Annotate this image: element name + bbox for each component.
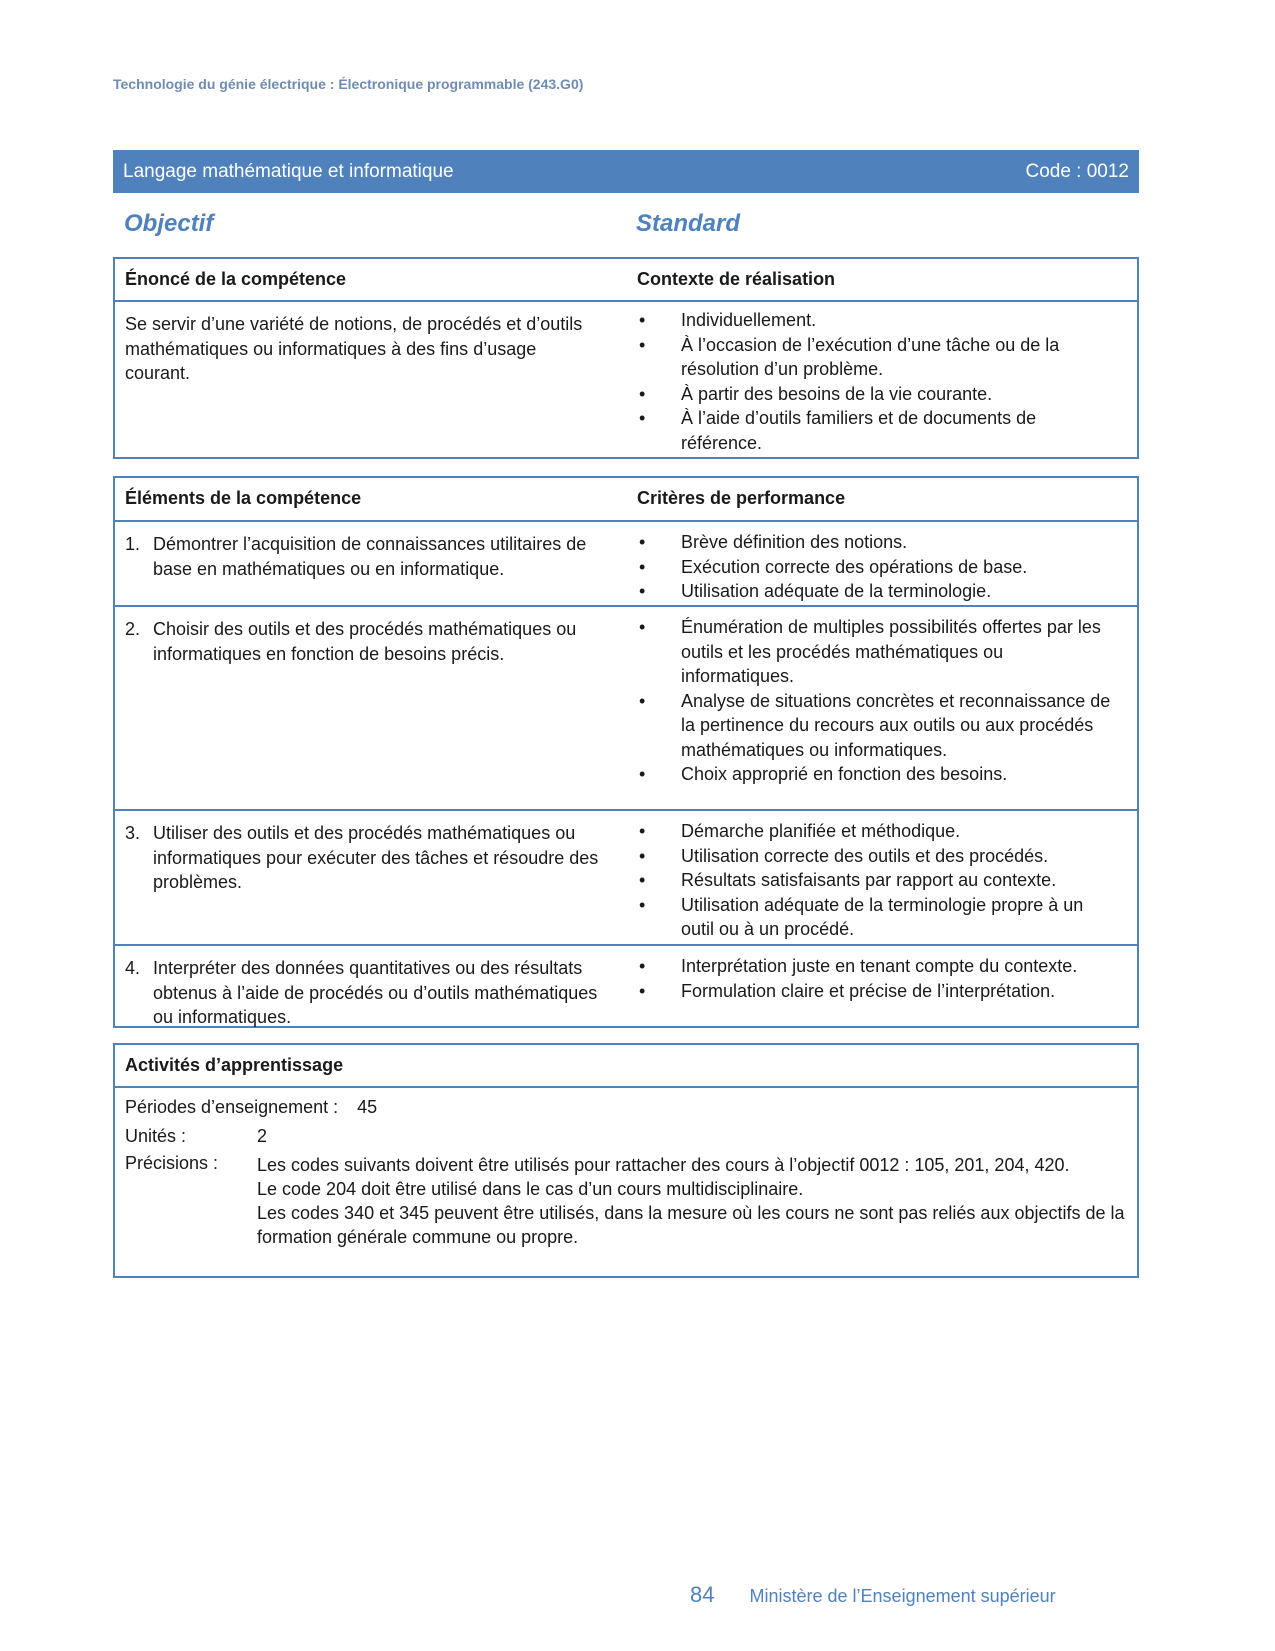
critere-item: • Formulation claire et précise de l’interprétation. [637,979,1117,1004]
page-number: 84 [690,1582,715,1607]
course-code: Code : 0012 [1025,160,1129,182]
critere-item: • Démarche planifiée et méthodique. [637,819,1117,844]
section-labels [124,210,1134,240]
precisions-list [257,1153,1137,1249]
precision-item: Les codes 340 et 345 peuvent être utilisés, dans la mesure où les cours ne sont pas reliés aux objectifs de la formation générale commune ou propre. [257,1203,1125,1247]
element-text: Interpréter des données quantitatives ou des résultats obtenus à l’aide de procédés ou d’outils mathématiques ou informatiques. [153,958,598,1027]
element-row [115,522,1137,607]
critere-item: • Choix approprié en fonction des besoins. [637,762,1117,787]
contexte-item: • À l’aide d’outils familiers et de documents de référence. [637,406,1117,455]
elements-box [113,476,1139,1028]
objectif-label: Objectif [124,210,214,237]
elements-header: Éléments de la compétence [125,488,362,508]
critere-item: • Utilisation adéquate de la terminologie. [637,579,1117,604]
element-item [125,956,605,1030]
element-item [125,532,605,581]
activities-header: Activités d’apprentissage [125,1055,344,1075]
activities-box [113,1043,1139,1278]
course-title-bar [113,150,1139,193]
ministry-name: Ministère de l’Enseignement supérieur [749,1586,1056,1606]
element-number: 1. [125,534,141,554]
periodes-line [125,1097,377,1118]
critere-item: • Exécution correcte des opérations de base. [637,555,1117,580]
critere-item: • Brève définition des notions. [637,530,1117,555]
competence-box [113,257,1139,459]
enonce-text: Se servir d’une variété de notions, de procédés et d’outils mathématiques ou informatiques à des fins d’usage courant. [125,314,583,383]
elements-box-header [115,478,1137,522]
critere-item: • Énumération de multiples possibilités offertes par les outils et les procédés mathématiques ou informatiques. [637,615,1117,689]
program-header: Technologie du génie électrique : Électronique programmable (243.G0) [113,76,584,92]
activities-box-header [115,1045,1137,1088]
enonce-header: Énoncé de la compétence [125,269,347,289]
standard-label: Standard [636,210,741,237]
element-row [115,607,1137,811]
critere-item: • Résultats satisfaisants par rapport au contexte. [637,868,1117,893]
element-row [115,811,1137,946]
unites-value: 2 [257,1126,268,1146]
element-text: Démontrer l’acquisition de connaissances utilitaires de base en mathématiques ou en informatique. [153,534,587,579]
periodes-value: 45 [357,1097,378,1117]
element-item [125,617,605,666]
page-footer [690,1582,1056,1608]
contexte-header: Contexte de réalisation [637,269,836,289]
precision-item: Le code 204 doit être utilisé dans le cas d’un cours multidisciplinaire. [257,1179,804,1199]
precisions-label: Précisions : [125,1153,219,1173]
contexte-list [637,308,1117,455]
element-number: 2. [125,619,141,639]
precision-item: Les codes suivants doivent être utilisés pour rattacher des cours à l’objectif 0012 : 105, 201, 204, 420. [257,1155,1070,1175]
contexte-item: • Individuellement. [637,308,1117,333]
element-text: Choisir des outils et des procédés mathématiques ou informatiques en fonction de besoins précis. [153,619,577,664]
unites-line [125,1126,268,1147]
competence-box-header [115,259,1137,302]
criteres-header: Critères de performance [637,488,846,508]
contexte-item: • À partir des besoins de la vie courante. [637,382,1117,407]
course-title: Langage mathématique et informatique [123,160,454,182]
element-number: 4. [125,958,141,978]
element-text: Utiliser des outils et des procédés mathématiques ou informatiques pour exécuter des tâches et résoudre des problèmes. [153,823,599,892]
element-item [125,821,605,895]
critere-item: • Utilisation adéquate de la terminologie propre à un outil ou à un procédé. [637,893,1117,942]
contexte-item: • À l’occasion de l’exécution d’une tâche ou de la résolution d’un problème. [637,333,1117,382]
element-number: 3. [125,823,141,843]
critere-item: • Interprétation juste en tenant compte du contexte. [637,954,1117,979]
unites-label: Unités : [125,1126,187,1146]
element-row [115,946,1137,1032]
critere-item: • Analyse de situations concrètes et reconnaissance de la pertinence du recours aux outils ou aux procédés mathématiques ou informatiques. [637,689,1117,763]
periodes-label: Périodes d’enseignement : [125,1097,339,1117]
critere-item: • Utilisation correcte des outils et des procédés. [637,844,1117,869]
